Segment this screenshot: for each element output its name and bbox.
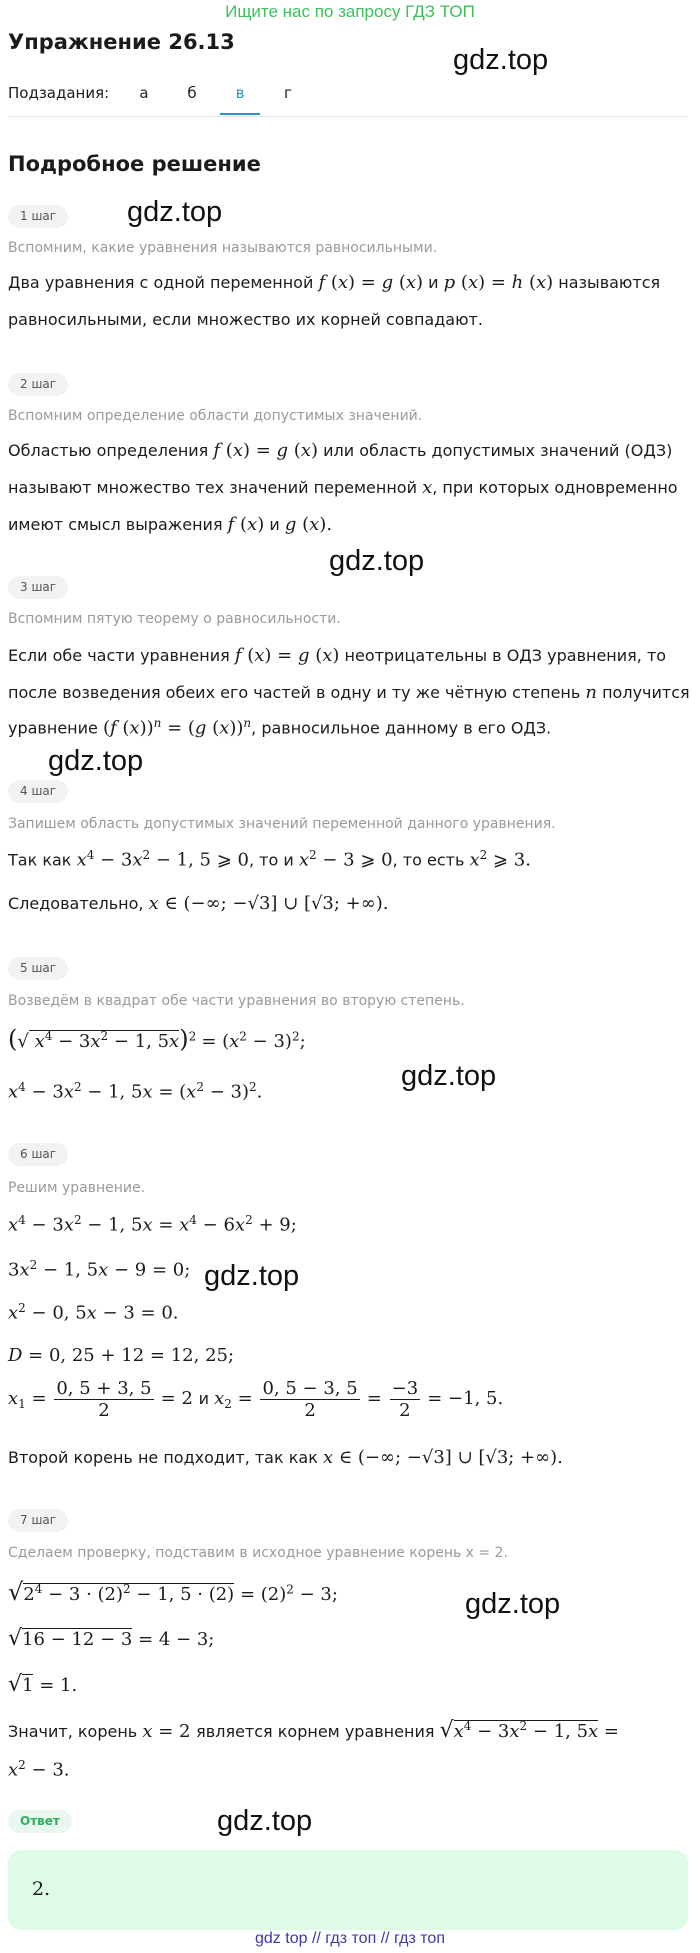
subtask-tab-g[interactable]: г bbox=[284, 84, 292, 102]
step-hint: Сделаем проверку, подставим в исходное уравнение корень x = 2. bbox=[8, 1545, 508, 1561]
step-hint: Вспомним пятую теорему о равносильности. bbox=[8, 611, 341, 627]
step-text: равносильными, если множество их корней совпадают. bbox=[8, 310, 483, 329]
step-badge: 6 шаг bbox=[8, 1143, 68, 1166]
exercise-title: Упражнение 26.13 bbox=[8, 30, 235, 54]
subtasks-bar bbox=[8, 84, 688, 117]
step-text: Два уравнения с одной переменной f (x) = g (x) и p (x) = h (x) называются bbox=[8, 272, 661, 293]
step-hint: Вспомним, какие уравнения называются равносильными. bbox=[8, 240, 438, 256]
math-line: $3x^2 - 1$, 5x − 9 = 0; bbox=[8, 1258, 191, 1281]
footer-links: gdz top // гдз топ // гдз топ bbox=[255, 1930, 445, 1947]
math-line: $x^2 - 0$, 5x − 3 = 0. bbox=[8, 1301, 179, 1324]
answer-box bbox=[8, 1850, 688, 1930]
subtask-tab-v[interactable]: в bbox=[220, 84, 260, 115]
watermark: gdz.top bbox=[48, 745, 144, 777]
step-text: уравнение (f (x))$^n$ = (g (x))$^n$, равносильное данному в его ОДЗ. bbox=[8, 716, 552, 739]
step-text: Следовательно, x ∈ (−∞; −√3] ∪ [√3; +∞). bbox=[8, 893, 389, 914]
step-badge: 1 шаг bbox=[8, 205, 68, 228]
step-text: Так как $x^4 - 3x^2 - 1$, 5 ⩾ 0, то и $x^2 - 3$ ⩾ 0, то есть $x^2$ ⩾ 3. bbox=[8, 848, 531, 871]
subtask-tab-a[interactable]: а bbox=[139, 84, 149, 102]
solution-heading: Подробное решение bbox=[8, 152, 261, 176]
step-badge: 7 шаг bbox=[8, 1509, 68, 1532]
step-badge: 3 шаг bbox=[8, 576, 68, 599]
step-text: называют множество тех значений переменной x, при которых одновременно bbox=[8, 477, 678, 498]
watermark: gdz.top bbox=[329, 545, 425, 577]
math-line: √1 = 1. bbox=[8, 1672, 78, 1697]
step-hint: Решим уравнение. bbox=[8, 1180, 146, 1196]
subtask-tab-b[interactable]: б bbox=[187, 84, 197, 102]
step-hint: Возведём в квадрат обе части уравнения во вторую степень. bbox=[8, 993, 465, 1009]
math-line: $x^4 - 3x^2 - 1$, $5x = x^4 - 6x^2 + 9$; bbox=[8, 1213, 297, 1236]
step-text: Значит, корень x = 2 является корнем уравнения $√x^4 - 3x^2 - 1$, 5x = bbox=[8, 1718, 620, 1743]
math-line: D = 0, 25 + 12 = 12, 25; bbox=[8, 1345, 235, 1366]
step-text: после возведения обеих его частей в одну и ту же чётную степень n получится bbox=[8, 682, 690, 703]
watermark: gdz.top bbox=[401, 1060, 497, 1092]
math-line: $x^4 - 3x^2 - 1$, $5x = (x^2 - 3)^2$. bbox=[8, 1080, 263, 1103]
footer-link[interactable]: gdz top bbox=[255, 1930, 308, 1947]
step-hint: Запишем область допустимых значений переменной данного уравнения. bbox=[8, 816, 556, 832]
step-badge: 4 шаг bbox=[8, 780, 68, 803]
step-text: Областью определения f (x) = g (x) или область допустимых значений (ОДЗ) bbox=[8, 440, 673, 461]
step-badge: 2 шаг bbox=[8, 373, 68, 396]
math-line: √16 − 12 − 3 = 4 − 3; bbox=[8, 1626, 215, 1651]
answer-badge: Ответ bbox=[8, 1810, 72, 1833]
step-text: Если обе части уравнения f (x) = g (x) неотрицательны в ОДЗ уравнения, то bbox=[8, 645, 667, 666]
math-line: $x_1$ = $\frac{0, 5 + 3, 5}{2}$ = 2 и $x_2$ = $\frac{0, 5 - 3, 5}{2}$ = $\frac{-3}{2}$ = −1, 5. bbox=[8, 1378, 504, 1421]
watermark: gdz.top bbox=[453, 44, 549, 76]
step-text: имеют смысл выражения f (x) и g (x). bbox=[8, 514, 333, 535]
step-text: Второй корень не подходит, так как x ∈ (−∞; −√3] ∪ [√3; +∞). bbox=[8, 1447, 563, 1468]
math-line: $√2^4 - 3 \cdot (2)^2 - 1$, $5 \cdot (2) = (2)^2 - 3$; bbox=[8, 1578, 338, 1606]
footer-link[interactable]: гдз топ bbox=[325, 1930, 377, 1947]
step-hint: Вспомним определение области допустимых значений. bbox=[8, 408, 423, 424]
step-badge: 5 шаг bbox=[8, 957, 68, 980]
footer-link[interactable]: гдз топ bbox=[394, 1930, 445, 1947]
math-line: (√ $x^4 - 3x^2 - 1$, $5x)^2 = (x^2 - 3)^2$; bbox=[8, 1025, 306, 1053]
math-line: $x^2 - 3$. bbox=[8, 1758, 70, 1781]
watermark: gdz.top bbox=[465, 1588, 561, 1620]
subtasks-label: Подзадания: bbox=[8, 84, 110, 102]
watermark: gdz.top bbox=[127, 196, 223, 228]
watermark: gdz.top bbox=[204, 1260, 300, 1292]
answer-value: 2. bbox=[32, 1878, 51, 1900]
watermark: gdz.top bbox=[217, 1805, 313, 1837]
promo-banner: Ищите нас по запросу ГДЗ ТОП bbox=[225, 2, 475, 21]
